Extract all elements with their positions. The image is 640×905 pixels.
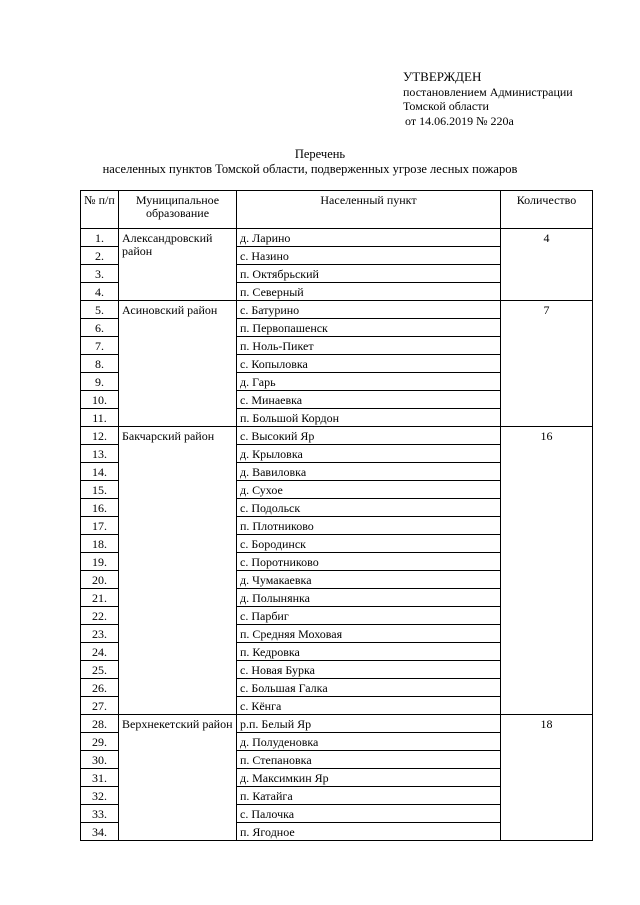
table-row: [81, 229, 593, 247]
municipality-cell: Верхнекетский район: [119, 715, 237, 841]
table-header-row: [81, 191, 593, 229]
row-number: 29.: [81, 733, 119, 751]
settlement-cell: п. Первопашенск: [237, 319, 501, 337]
settlement-cell: п. Средняя Моховая: [237, 625, 501, 643]
row-number: 4.: [81, 283, 119, 301]
row-number: 26.: [81, 679, 119, 697]
approval-heading: УТВЕРЖДЕН: [403, 69, 482, 84]
row-number: 20.: [81, 571, 119, 589]
count-cell: 18: [501, 715, 593, 841]
municipality-cell: Бакчарский район: [119, 427, 237, 715]
settlement-cell: д. Крыловка: [237, 445, 501, 463]
table-body: [81, 229, 593, 841]
row-number: 5.: [81, 301, 119, 319]
settlement-cell: д. Вавиловка: [237, 463, 501, 481]
row-number: 6.: [81, 319, 119, 337]
settlement-cell: п. Ягодное: [237, 823, 501, 841]
municipality-cell: Асиновский район: [119, 301, 237, 427]
row-number: 14.: [81, 463, 119, 481]
settlement-cell: с. Большая Галка: [237, 679, 501, 697]
row-number: 33.: [81, 805, 119, 823]
row-number: 28.: [81, 715, 119, 733]
row-number: 3.: [81, 265, 119, 283]
row-number: 10.: [81, 391, 119, 409]
row-number: 24.: [81, 643, 119, 661]
settlement-cell: д. Максимкин Яр: [237, 769, 501, 787]
header-settlement: Населенный пункт: [237, 191, 501, 229]
row-number: 12.: [81, 427, 119, 445]
row-number: 22.: [81, 607, 119, 625]
row-number: 34.: [81, 823, 119, 841]
settlement-cell: д. Полуденовка: [237, 733, 501, 751]
row-number: 13.: [81, 445, 119, 463]
settlement-cell: д. Чумакаевка: [237, 571, 501, 589]
settlements-table: [80, 190, 593, 841]
row-number: 21.: [81, 589, 119, 607]
settlement-cell: с. Копыловка: [237, 355, 501, 373]
table-row: [81, 427, 593, 445]
settlement-cell: с. Минаевка: [237, 391, 501, 409]
count-cell: 16: [501, 427, 593, 715]
row-number: 1.: [81, 229, 119, 247]
settlement-cell: с. Парбиг: [237, 607, 501, 625]
row-number: 9.: [81, 373, 119, 391]
settlement-cell: п. Кедровка: [237, 643, 501, 661]
settlement-cell: п. Северный: [237, 283, 501, 301]
title-line-2: населенных пунктов Томской области, подверженных угрозе лесных пожаров: [102, 162, 518, 176]
header-num: № п/п: [81, 191, 119, 229]
row-number: 11.: [81, 409, 119, 427]
table-row: [81, 715, 593, 733]
row-number: 16.: [81, 499, 119, 517]
document-title: [0, 147, 640, 177]
row-number: 32.: [81, 787, 119, 805]
settlement-cell: д. Полынянка: [237, 589, 501, 607]
header-count: Количество: [501, 191, 593, 229]
settlement-cell: п. Плотниково: [237, 517, 501, 535]
settlement-cell: п. Ноль-Пикет: [237, 337, 501, 355]
settlement-cell: с. Кёнга: [237, 697, 501, 715]
row-number: 19.: [81, 553, 119, 571]
approval-stamp: [403, 70, 573, 128]
settlement-cell: п. Катайга: [237, 787, 501, 805]
row-number: 17.: [81, 517, 119, 535]
approval-line-1: постановлением Администрации: [403, 84, 573, 99]
row-number: 23.: [81, 625, 119, 643]
row-number: 27.: [81, 697, 119, 715]
table-row: [81, 301, 593, 319]
settlement-cell: п. Октябрьский: [237, 265, 501, 283]
count-cell: 7: [501, 301, 593, 427]
settlement-cell: п. Степановка: [237, 751, 501, 769]
settlement-cell: р.п. Белый Яр: [237, 715, 501, 733]
header-municipality: Муниципальное образование: [119, 191, 237, 229]
approval-date: от 14.06.2019 № 220а: [405, 113, 514, 128]
settlement-cell: с. Батурино: [237, 301, 501, 319]
row-number: 8.: [81, 355, 119, 373]
row-number: 7.: [81, 337, 119, 355]
settlement-cell: п. Большой Кордон: [237, 409, 501, 427]
settlement-cell: с. Поротниково: [237, 553, 501, 571]
settlement-cell: д. Гарь: [237, 373, 501, 391]
municipality-cell: Александровский район: [119, 229, 237, 301]
settlement-cell: с. Высокий Яр: [237, 427, 501, 445]
row-number: 30.: [81, 751, 119, 769]
row-number: 2.: [81, 247, 119, 265]
approval-line-2: Томской области: [403, 99, 489, 113]
settlement-cell: д. Ларино: [237, 229, 501, 247]
settlement-cell: д. Сухое: [237, 481, 501, 499]
settlement-cell: с. Новая Бурка: [237, 661, 501, 679]
count-cell: 4: [501, 229, 593, 301]
row-number: 25.: [81, 661, 119, 679]
settlement-cell: с. Палочка: [237, 805, 501, 823]
row-number: 15.: [81, 481, 119, 499]
title-line-1: Перечень: [294, 147, 346, 161]
row-number: 18.: [81, 535, 119, 553]
settlement-cell: с. Назино: [237, 247, 501, 265]
settlement-cell: с. Бородинск: [237, 535, 501, 553]
settlement-cell: с. Подольск: [237, 499, 501, 517]
row-number: 31.: [81, 769, 119, 787]
